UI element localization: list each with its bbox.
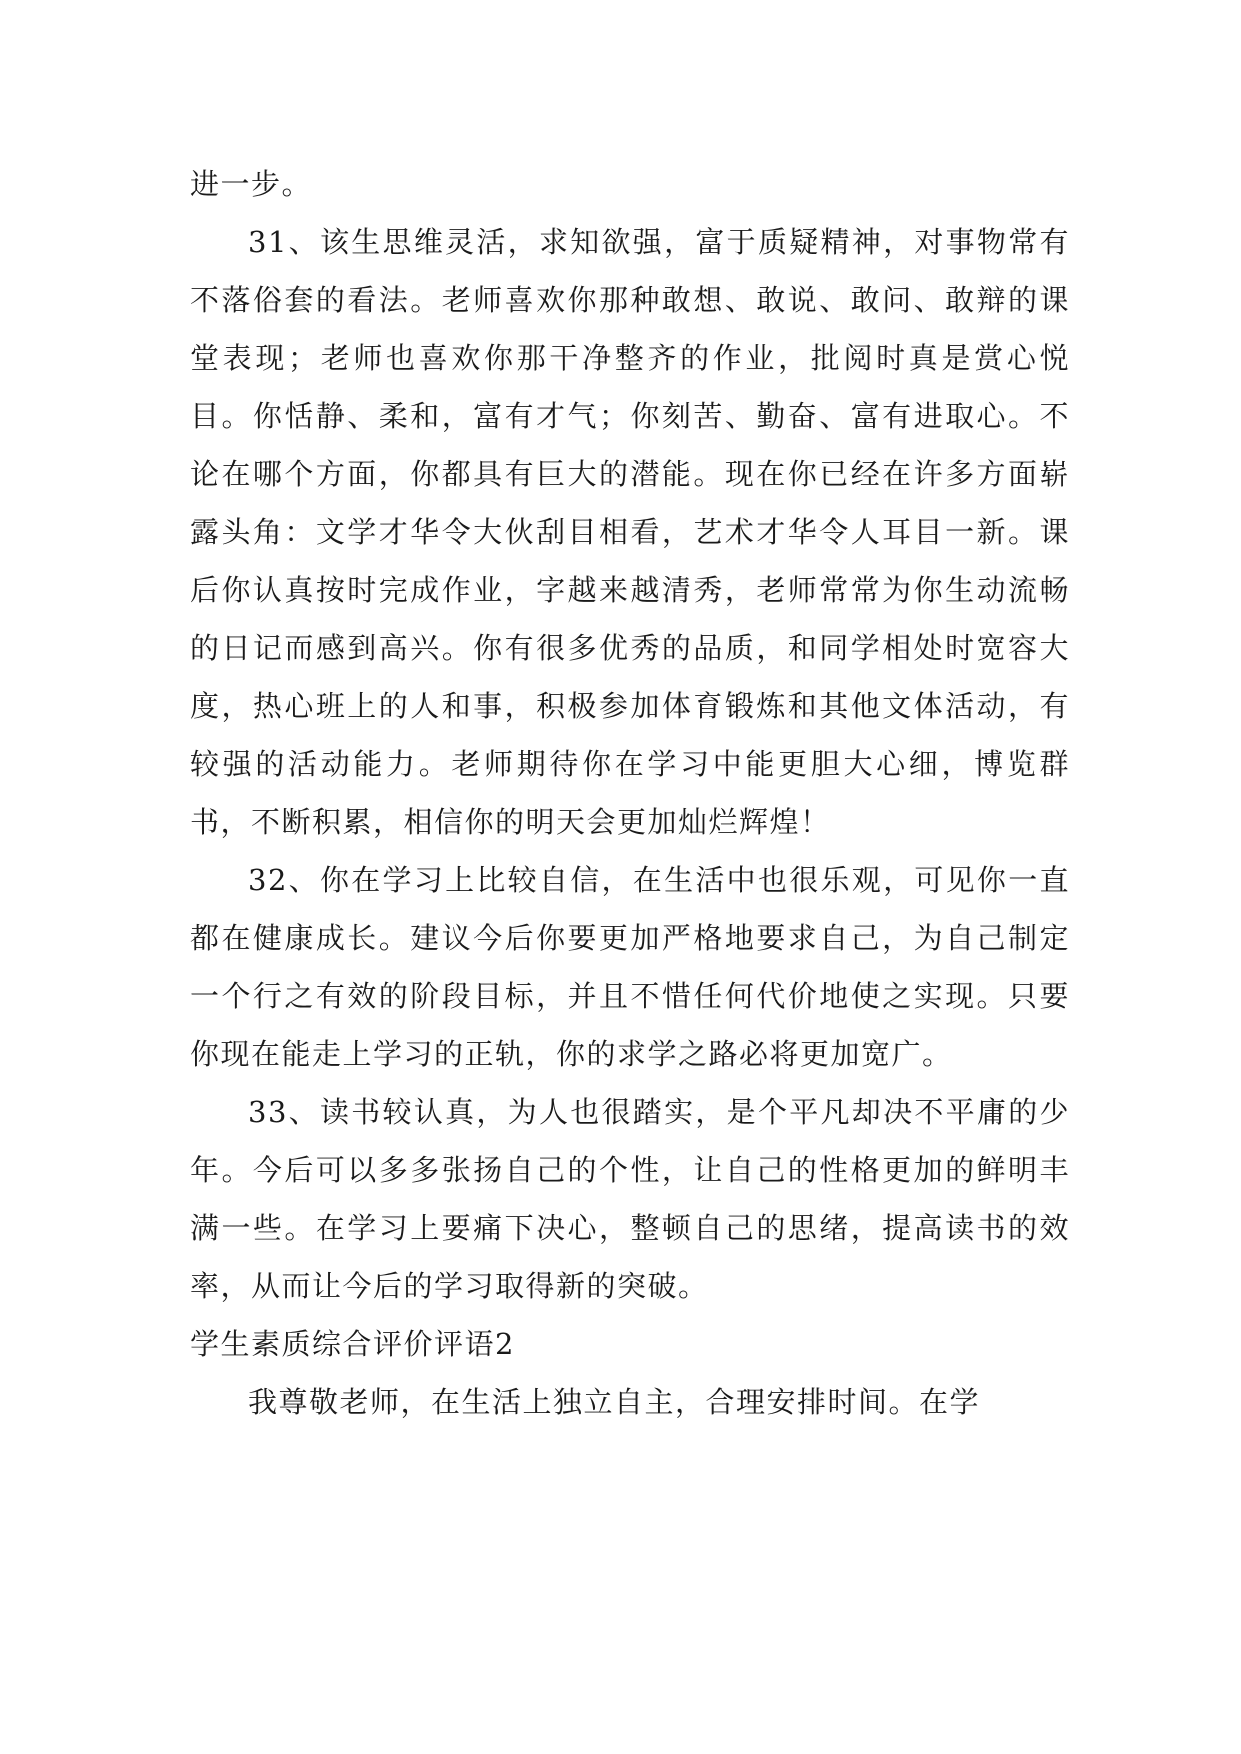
paragraph-32: 32、你在学习上比较自信，在生活中也很乐观，可见你一直都在健康成长。建议今后你要更加严格地要求自己，为自己制定一个行之有效的阶段目标，并且不惜任何代价地使之实现。只要你现在能走上学习的正轨，你的求学之路必将更加宽广。 [190,863,1070,1071]
section-first-paragraph: 我尊敬老师，在生活上独立自主，合理安排时间。在学 [248,1385,981,1419]
paragraph-31: 31、该生思维灵活，求知欲强，富于质疑精神，对事物常有不落俗套的看法。老师喜欢你那种敢想、敢说、敢问、敢辩的课堂表现；老师也喜欢你那干净整齐的作业，批阅时真是赏心悦目。你恬静、柔和，富有才气；你刻苦、勤奋、富有进取心。不论在哪个方面，你都具有巨大的潜能。现在你已经在许多方面崭露头角：文学才华令大伙刮目相看，艺术才华令人耳目一新。课后你认真按时完成作业，字越来越清秀，老师常常为你生动流畅的日记而感到高兴。你有很多优秀的品质，和同学相处时宽容大度，热心班上的人和事，积极参加体育锻炼和其他文体活动，有较强的活动能力。老师期待你在学习中能更胆大心细，博览群书，不断积累，相信你的明天会更加灿烂辉煌！ [190,225,1070,839]
paragraph-33: 33、读书较认真，为人也很踏实，是个平凡却决不平庸的少年。今后可以多多张扬自己的个性，让自己的性格更加的鲜明丰满一些。在学习上要痛下决心，整顿自己的思绪，提高读书的效率，从而让今后的学习取得新的突破。 [190,1095,1070,1303]
section-heading: 学生素质综合评价评语2 [190,1327,515,1361]
continuation-text: 进一步。 [190,167,313,201]
document-body [190,155,1070,1431]
